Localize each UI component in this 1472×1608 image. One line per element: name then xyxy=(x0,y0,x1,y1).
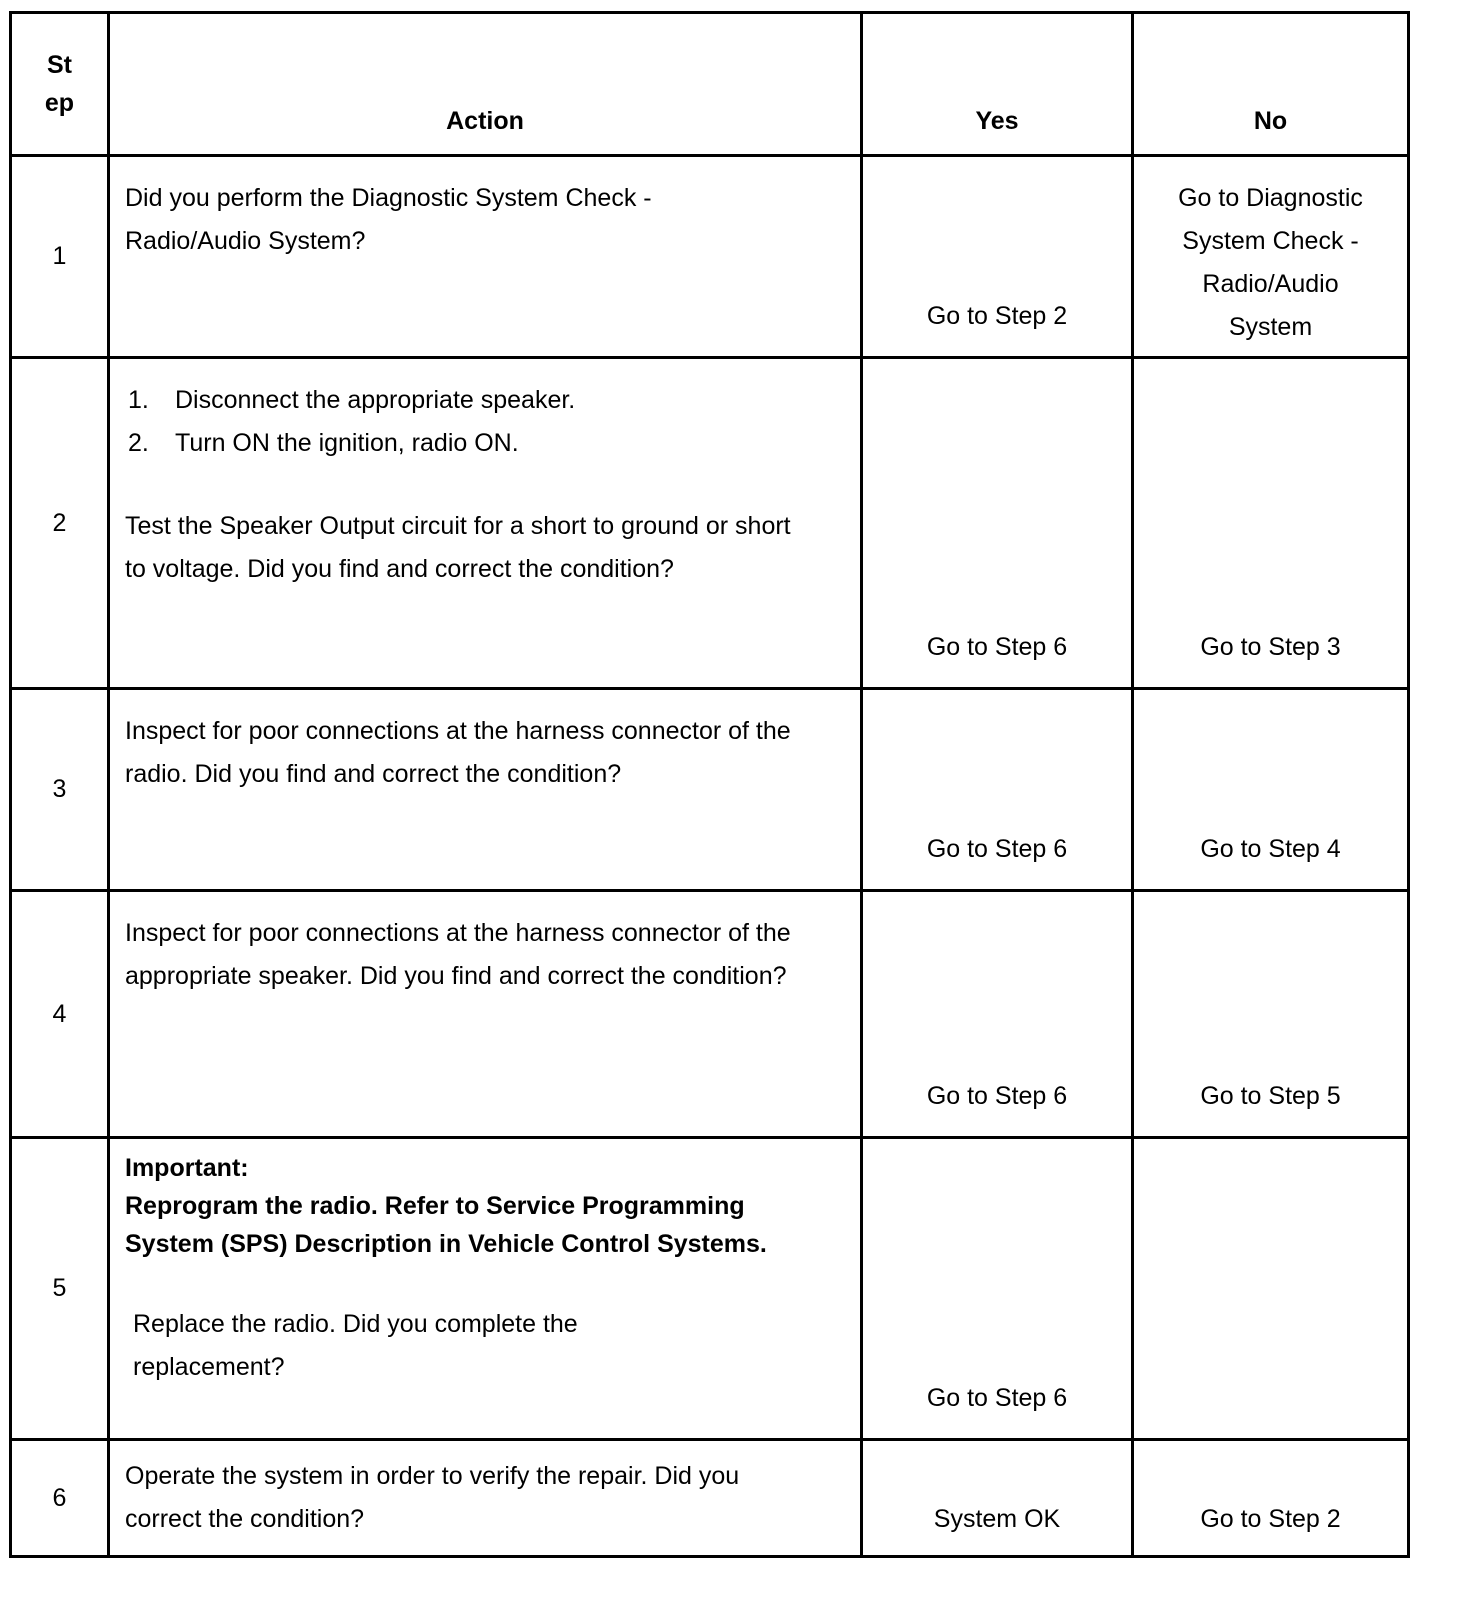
no-result: Go to Step 3 xyxy=(1133,358,1409,689)
no-result xyxy=(1133,1138,1409,1440)
step-number: 6 xyxy=(11,1440,109,1557)
important-text: Reprogram the radio. Refer to Service Programming System (SPS) Description in Vehicle Control Systems. xyxy=(125,1192,767,1258)
step-number: 1 xyxy=(11,156,109,358)
table-row xyxy=(11,156,1409,358)
yes-result: Go to Step 6 xyxy=(862,891,1133,1138)
table-row xyxy=(11,891,1409,1138)
action-text: Inspect for poor connections at the harness connector of the radio. Did you find and correct the condition? xyxy=(109,689,862,891)
header-action: Action xyxy=(109,13,862,156)
list-item: 2. Turn ON the ignition, radio ON. xyxy=(128,429,519,457)
header-step: St ep xyxy=(11,13,109,156)
yes-result: Go to Step 2 xyxy=(862,156,1133,358)
no-result: Go to Step 5 xyxy=(1133,891,1409,1138)
no-result: Go to Diagnostic System Check - Radio/Audio System xyxy=(1133,156,1409,358)
action-text: 1. Disconnect the appropriate speaker. 2. Turn ON the ignition, radio ON. Test the Speaker Output circuit for a short to ground or short to voltage. Did you find and correct the condition? xyxy=(109,358,862,689)
action-text: Operate the system in order to verify the repair. Did you correct the condition? xyxy=(109,1440,862,1557)
table-row xyxy=(11,689,1409,891)
yes-result: Go to Step 6 xyxy=(862,1138,1133,1440)
action-text: Did you perform the Diagnostic System Check - Radio/Audio System? xyxy=(109,156,862,358)
table-row xyxy=(11,358,1409,689)
no-result: Go to Step 4 xyxy=(1133,689,1409,891)
diagnostic-table xyxy=(9,11,1410,1558)
action-list xyxy=(125,379,846,465)
step-number: 4 xyxy=(11,891,109,1138)
action-text: Inspect for poor connections at the harness connector of the appropriate speaker. Did you find and correct the condition? xyxy=(109,891,862,1138)
table-row xyxy=(11,1138,1409,1440)
step-number: 2 xyxy=(11,358,109,689)
no-result: Go to Step 2 xyxy=(1133,1440,1409,1557)
header-no: No xyxy=(1133,13,1409,156)
header-yes: Yes xyxy=(862,13,1133,156)
table-row xyxy=(11,1440,1409,1557)
action-text: Important: Reprogram the radio. Refer to Service Programming System (SPS) Description in Vehicle Control Systems. Replace the radio. Did you complete the replacement? xyxy=(109,1138,862,1440)
header-row xyxy=(11,13,1409,156)
important-label: Important: xyxy=(125,1154,249,1182)
list-item: 1. Disconnect the appropriate speaker. xyxy=(128,386,576,414)
step-number: 3 xyxy=(11,689,109,891)
yes-result: System OK xyxy=(862,1440,1133,1557)
yes-result: Go to Step 6 xyxy=(862,689,1133,891)
step-number: 5 xyxy=(11,1138,109,1440)
yes-result: Go to Step 6 xyxy=(862,358,1133,689)
